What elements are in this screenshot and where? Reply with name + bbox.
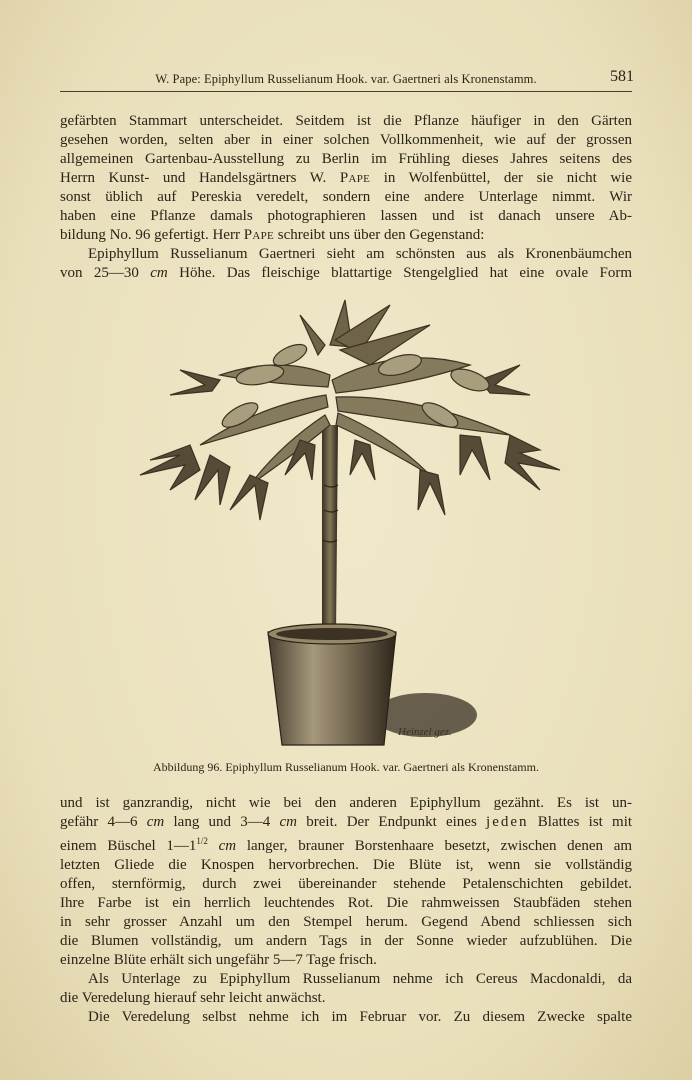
running-header xyxy=(60,68,634,92)
text-line: die Veredelung hierauf sehr leicht anwächst. xyxy=(60,990,326,1006)
text-line: einem Büschel $1—1^{1/2}$ cm langer, brauner Borstenhaare besetzt, zwischen denen am xyxy=(60,836,633,854)
plant-crown xyxy=(140,300,560,520)
text-line: Die Veredelung selbst nehme ich im Februar vor. Zu diesem Zwecke spalte xyxy=(88,1009,632,1025)
body-text-top xyxy=(60,112,632,283)
text-line: einzelne Blüte erhält sich ungefähr 5—7 Tage frisch. xyxy=(60,952,377,968)
text-line: von 25—30 cm Höhe. Das fleischige blattartige Stengelglied hat eine ovale Form xyxy=(60,265,633,281)
text-line: haben eine Pflanze damals photographieren lassen und ist danach unsere Ab- xyxy=(60,208,632,224)
text-line: Epiphyllum Russelianum Gaertneri sieht am schönsten aus als Kronenbäumchen xyxy=(88,246,632,262)
text-line: bildung No. 96 gefertigt. Herr Pape schreibt uns über den Gegenstand: xyxy=(60,227,485,243)
artist-signature: Heinzel gez. xyxy=(398,726,452,738)
text-line: Herrn Kunst- und Handelsgärtners W. Pape in Wolfenbüttel, der sie nicht wie xyxy=(60,170,633,186)
author-name: Pape xyxy=(339,170,371,186)
text-line: sonst üblich auf Pereskia veredelt, sondern eine andere Unterlage nimmt. Wir xyxy=(60,189,632,205)
flower-pot xyxy=(268,632,396,745)
page-number: 581 xyxy=(610,68,634,85)
running-title: W. Pape: Epiphyllum Russelianum Hook. var. Gaertneri als Kronenstamm. xyxy=(155,72,537,86)
text-line: letzten Gliede die Knospen hervorbrechen. Die Blüte ist, wenn sie vollständig xyxy=(60,857,632,873)
text-line: gesehen worden, selten aber in einer solchen Vollkommenheit, wie auf der grossen xyxy=(60,132,632,148)
body-text-bottom xyxy=(60,794,632,1027)
text-line: offen, sternförmig, durch zwei übereinander stehende Petalenschichten gebildet. xyxy=(60,876,632,892)
figure-caption: Abbildung 96. Epiphyllum Russelianum Hook. var. Gaertneri als Kronenstamm. xyxy=(153,760,539,774)
author-name: Pape xyxy=(243,227,275,243)
plant-illustration xyxy=(100,285,600,765)
text-line: gefärbten Stammart unterscheidet. Seitdem ist die Pflanze häufiger in den Gärten xyxy=(60,113,632,129)
text-line: allgemeinen Gartenbau-Ausstellung zu Berlin im Frühling dieses Jahres seitens des xyxy=(60,151,632,167)
stem xyxy=(322,425,338,635)
text-line: Ihre Farbe ist ein herrlich leuchtendes Rot. Die rahmweissen Staubfäden stehen xyxy=(60,895,632,911)
text-line: in sehr grosser Anzahl um den Stempel herum. Gegend Abend schliessen sich xyxy=(60,914,632,930)
text-line: die Blumen vollständig, um andern Tags in der Sonne wieder aufzublühen. Die xyxy=(60,933,632,949)
text-line: und ist ganzrandig, nicht wie bei den anderen Epiphyllum gezähnt. Es ist un- xyxy=(60,795,632,811)
text-line: gefähr 4—6 cm lang und 3—4 cm breit. Der Endpunkt eines jeden Blattes ist mit xyxy=(60,814,633,830)
text-line: Als Unterlage zu Epiphyllum Russelianum nehme ich Cereus Macdonaldi, da xyxy=(88,971,632,987)
